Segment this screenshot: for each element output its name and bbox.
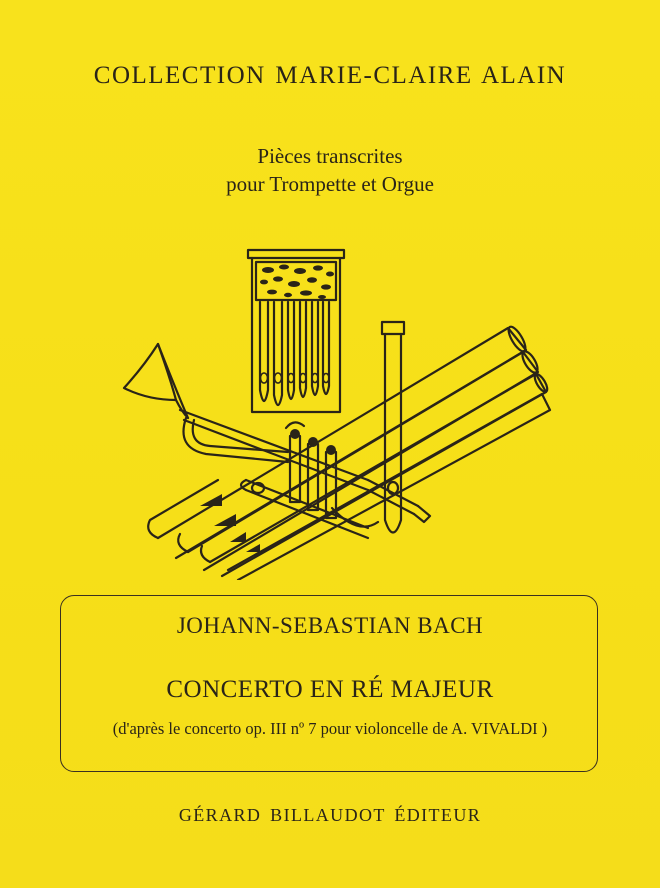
work-note: (d'après le concerto op. III nº 7 pour violoncelle de A. VIVALDI ) <box>112 719 548 738</box>
long-pipes <box>148 324 550 580</box>
subtitle <box>0 142 660 198</box>
subtitle-line-1: Pièces transcrites <box>257 144 403 168</box>
trumpet-and-organ-pipes-icon <box>118 240 558 580</box>
work-title: CONCERTO EN RÉ MAJEUR <box>166 676 494 703</box>
organ-case <box>248 250 344 412</box>
composer-name: JOHANN-SEBASTIAN BACH <box>176 613 484 638</box>
collection-title: COLLECTION MARIE-CLAIRE ALAIN <box>93 62 567 89</box>
publisher: GÉRARD BILLAUDOT ÉDITEUR <box>178 805 482 825</box>
subtitle-line-2: pour Trompette et Orgue <box>226 172 434 196</box>
